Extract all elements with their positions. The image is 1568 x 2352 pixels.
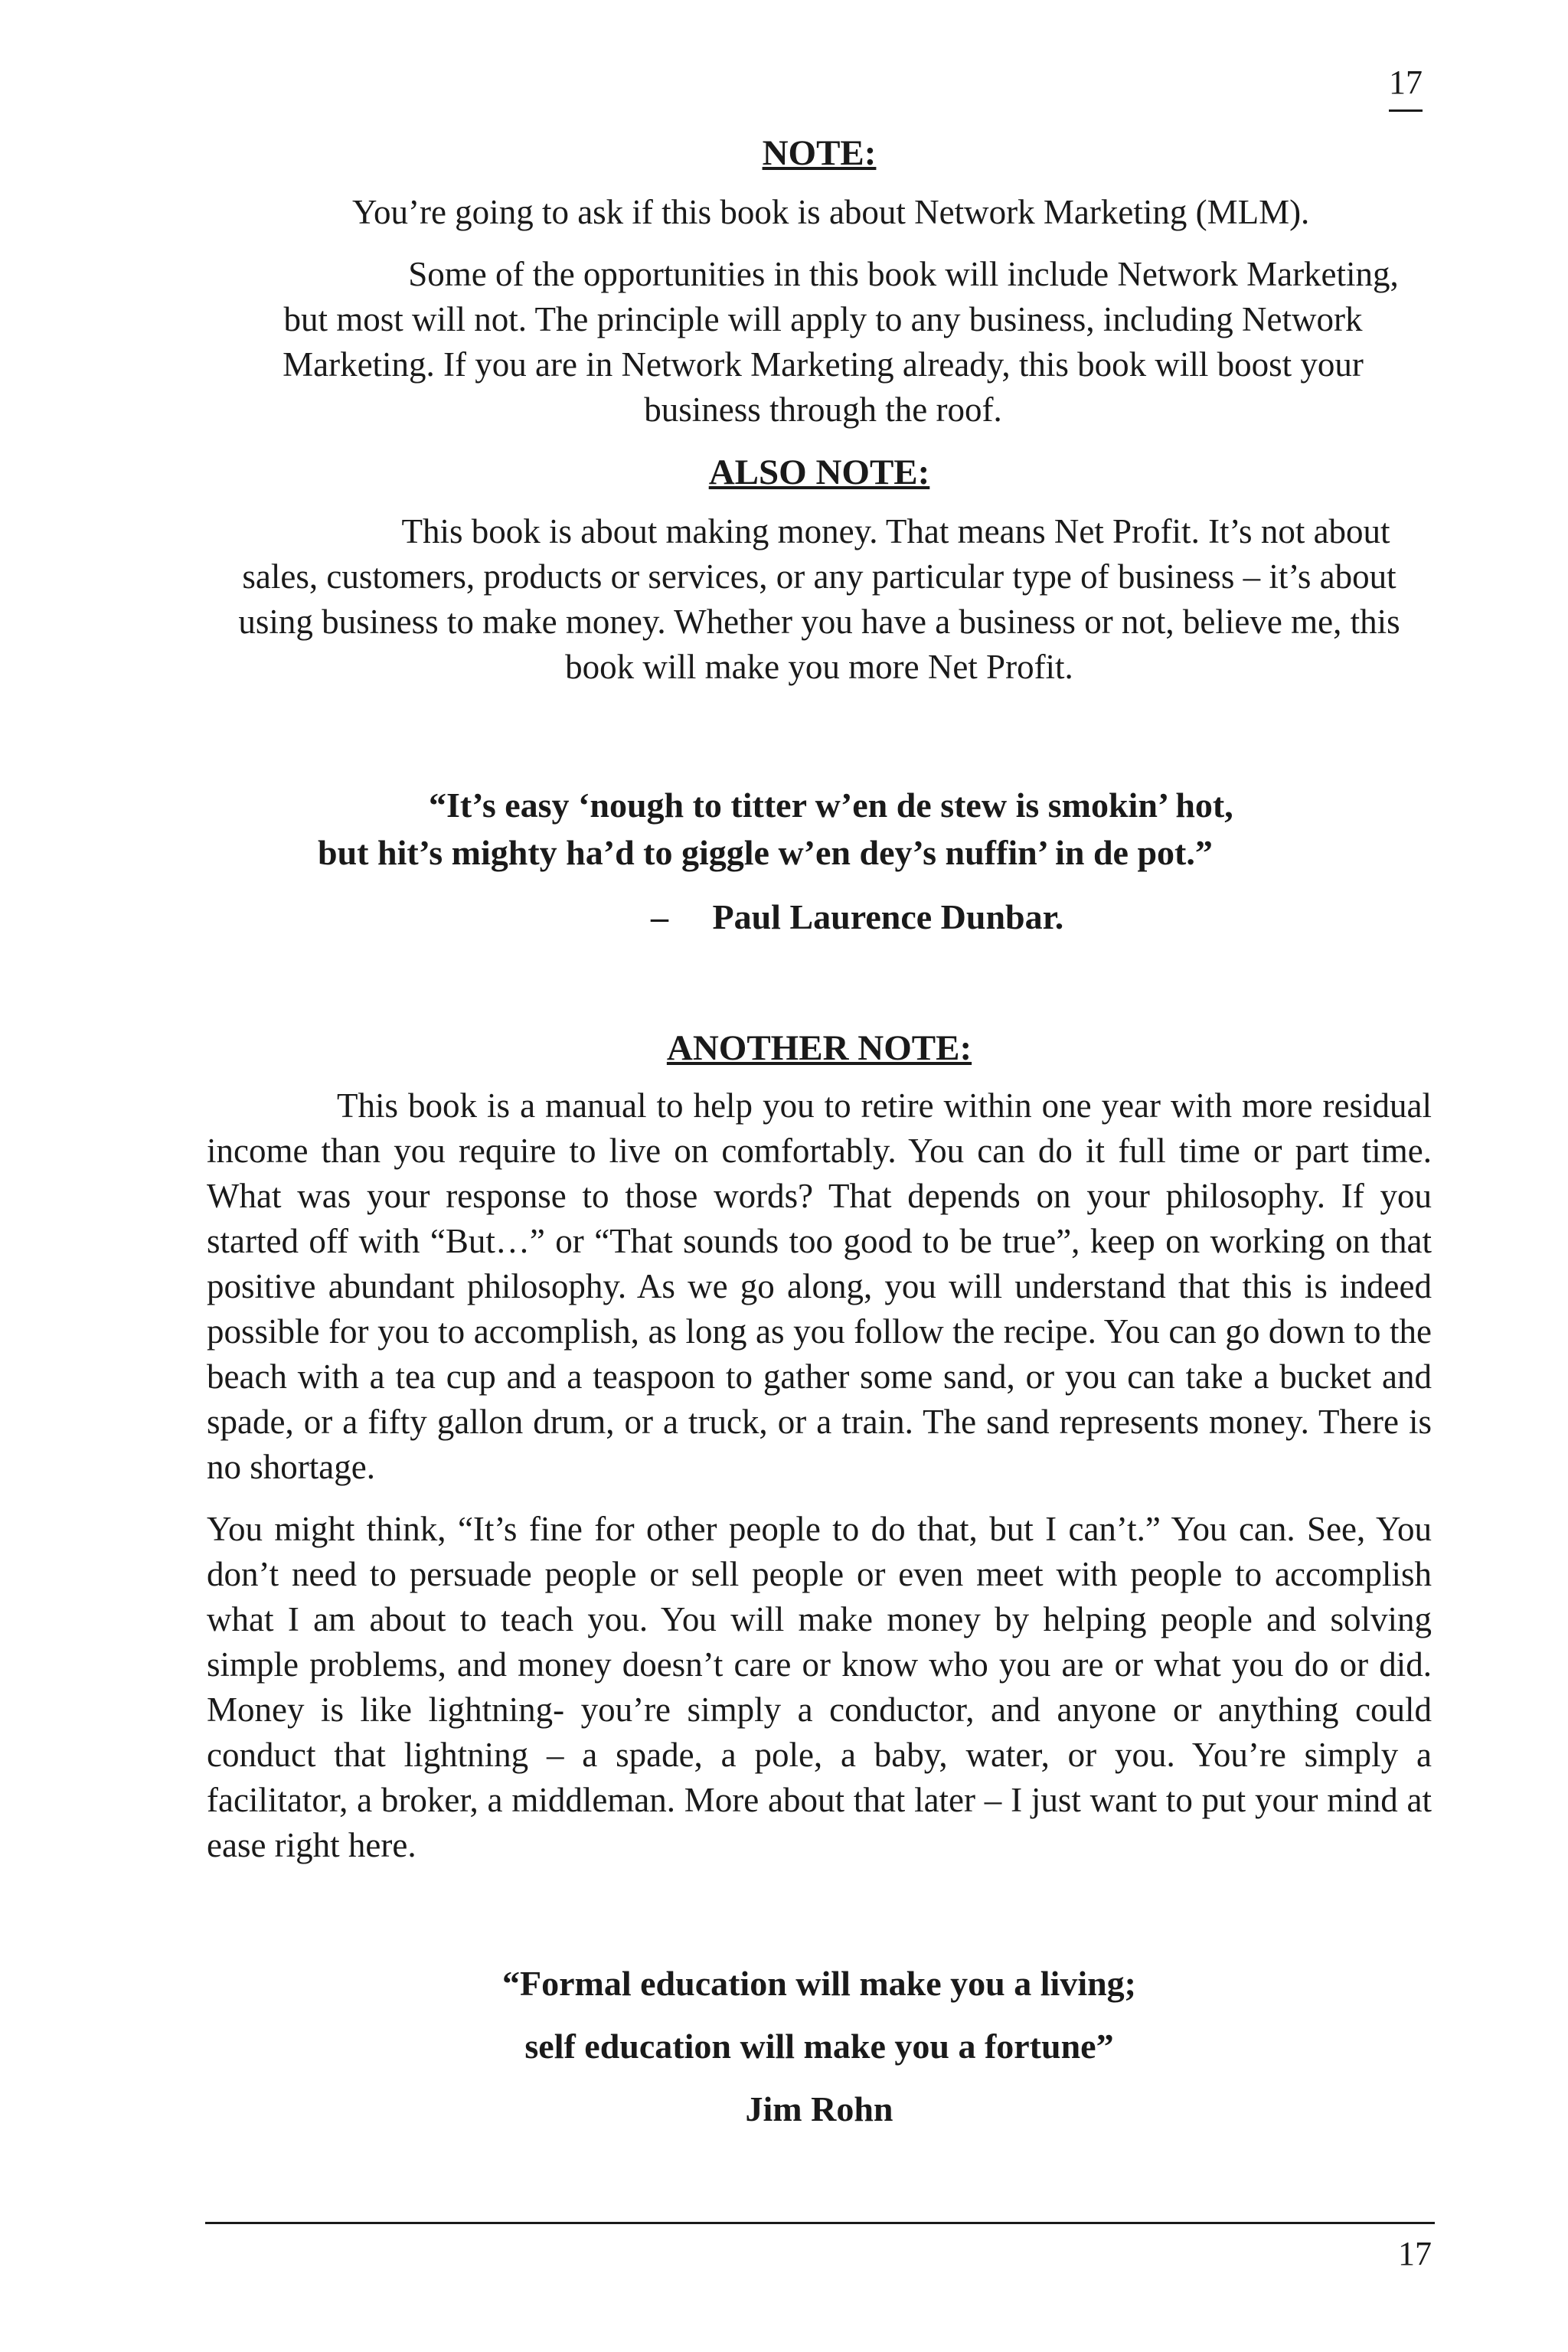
another-note-paragraph1: This book is a manual to help you to retire within one year with more residual income than you require to live on comfortably. You can do it full time or part time. What was your response to those words? That depends on your philosophy. If you started off with “But…” or “That sounds too good to be true”, keep on working on that positive abundant philosophy. As we go along, you will understand that this is indeed possible for you to accomplish, as long as you follow the recipe. You can go down to the beach with a tea cup and a teaspoon to gather some sand, or you can take a bucket and spade, or a fifty gallon drum, or a truck, or a train. The sand represents money. There is no shortage. [207,1086,1432,1486]
footer-rule [205,2222,1435,2224]
rohn-quote-line2: self education will make you a fortune” [524,2027,1114,2066]
note-heading: NOTE: [762,133,877,173]
rohn-quote-line1: “Formal education will make you a living; [502,1964,1136,2003]
page-number-dash [1389,109,1423,112]
rohn-attribution: Jim Rohn [745,2089,893,2128]
note-body: Some of the opportunities in this book will include Network Marketing, but most will not. The principle will apply to any business, including Network Marketing. If you are in Network Marketing already, this book will boost your business through the roof. [283,255,1399,429]
dunbar-quote [207,782,1432,941]
another-note-paragraph2: You might think, “It’s fine for other people to do that, but I can’t.” You can. See, You don’t need to persuade people or sell people or even meet with people to accomplish what I am about to teach you. You will make money by helping people and solving simple problems, and money doesn’t care or know who you are or what you do or did. Money is like lightning- you’re simply a conductor, and anyone or anything could conduct that lightning – a spade, a pole, a baby, water, or you. You’re simply a facilitator, a broker, a middleman. More about that later – I just want to put your mind at ease right here. [207,1510,1432,1864]
note-intro: You’re going to ask if this book is about Network Marketing (MLM). [352,193,1310,231]
page-number-top [1389,63,1423,112]
also-note-body: This book is about making money. That means Net Profit. It’s not about sales, customers, products or services, or any particular type of business – it’s about using business to make money. Whether you have a business or not, believe me, this book will make you more Net Profit. [238,512,1400,686]
dunbar-quote-line1: “It’s easy ‘nough to titter w’en de stew is smokin’ hot, [429,786,1233,825]
also-note-heading: ALSO NOTE: [708,452,930,492]
another-note-heading: ANOTHER NOTE: [666,1028,972,1068]
page-number-bottom: 17 [1398,2235,1432,2272]
dunbar-attribution: – Paul Laurence Dunbar. [651,897,1064,936]
rohn-quote [207,1960,1432,2133]
page-content [207,130,1432,2133]
dunbar-quote-line2: but hit’s mighty ha’d to giggle w’en dey’s nuffin’ in de pot.” [318,833,1213,872]
page-number-top-text: 17 [1389,64,1423,101]
